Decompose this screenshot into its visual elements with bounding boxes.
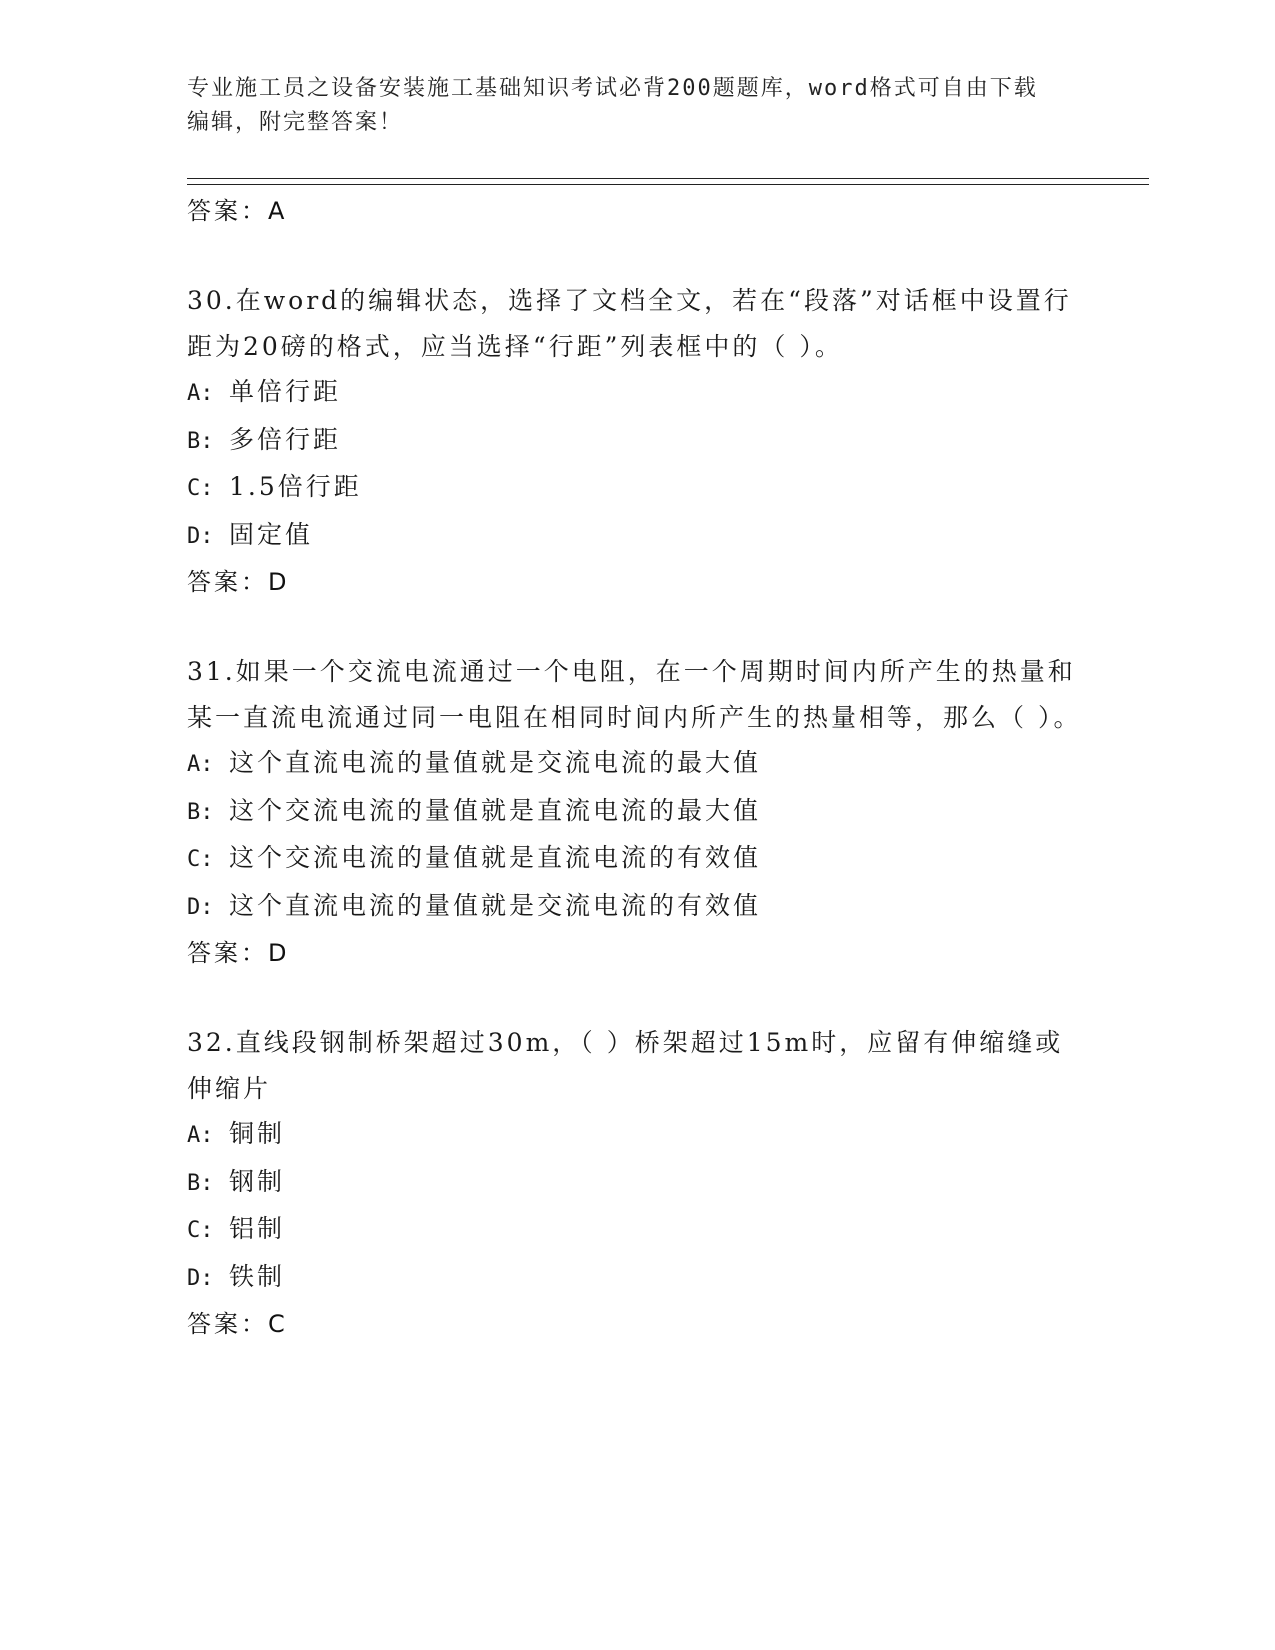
option-key: A:	[187, 1123, 214, 1148]
option-a	[187, 1111, 1087, 1159]
option-key: D:	[187, 1265, 214, 1291]
option-key: C:	[187, 1218, 214, 1243]
option-key: B:	[187, 428, 214, 454]
option-text: 固定值	[229, 519, 314, 549]
answer-line: 答案：C	[187, 1310, 288, 1338]
question-stem: 31.如果一个交流电流通过一个电阻，在一个周期时间内所产生的热量和某一直流电流通过同一电阻在相同时间内所产生的热量相等，那么（ ）。	[187, 657, 1082, 732]
option-d	[187, 1254, 1087, 1302]
option-text: 铁制	[229, 1261, 286, 1291]
option-b	[187, 417, 1087, 465]
option-text: 这个直流电流的量值就是交流电流的最大值	[229, 748, 762, 777]
option-d	[187, 883, 1087, 931]
option-key: B:	[187, 1170, 214, 1196]
option-key: C:	[187, 847, 214, 872]
answer-line: 答案：D	[187, 568, 290, 596]
option-b	[187, 1159, 1087, 1207]
option-a	[187, 369, 1087, 417]
option-text: 单倍行距	[229, 377, 342, 406]
option-c	[187, 835, 1087, 883]
option-key: D:	[187, 894, 214, 920]
header-line-1: 专业施工员之设备安装施工基础知识考试必背200题题库，word格式可自由下载	[187, 76, 1038, 101]
header-divider-bottom	[187, 184, 1149, 185]
option-key: D:	[187, 523, 214, 549]
option-text: 铝制	[229, 1214, 286, 1243]
option-key: A:	[187, 381, 214, 406]
option-a	[187, 740, 1087, 788]
document-header	[187, 72, 1087, 140]
option-c	[187, 464, 1087, 512]
question-32	[187, 1020, 1087, 1347]
option-text: 这个直流电流的量值就是交流电流的有效值	[229, 890, 762, 920]
option-text: 这个交流电流的量值就是直流电流的有效值	[229, 843, 762, 872]
option-text: 1.5倍行距	[229, 472, 362, 501]
header-line-2: 编辑，附完整答案！	[187, 110, 404, 135]
question-30	[187, 278, 1087, 605]
header-divider-top	[187, 178, 1149, 179]
option-key: A:	[187, 752, 214, 777]
option-text: 这个交流电流的量值就是直流电流的最大值	[229, 795, 762, 825]
option-d	[187, 512, 1087, 560]
question-stem: 32.直线段钢制桥架超过30m，（ ）桥架超过15m时，应留有伸缩缝或伸缩片	[187, 1028, 1064, 1103]
option-text: 钢制	[229, 1166, 286, 1196]
answer-line: 答案：D	[187, 939, 290, 967]
option-c	[187, 1206, 1087, 1254]
question-stem: 30.在word的编辑状态，选择了文档全文，若在“段落”对话框中设置行距为20磅的格式，应当选择“行距”列表框中的（ ）。	[187, 286, 1072, 361]
option-key: C:	[187, 476, 214, 501]
previous-answer: 答案：A	[187, 197, 288, 225]
option-b	[187, 788, 1087, 836]
option-key: B:	[187, 799, 214, 825]
question-31	[187, 649, 1087, 976]
document-body	[187, 188, 1087, 1347]
option-text: 铜制	[229, 1119, 286, 1148]
option-text: 多倍行距	[229, 424, 342, 454]
